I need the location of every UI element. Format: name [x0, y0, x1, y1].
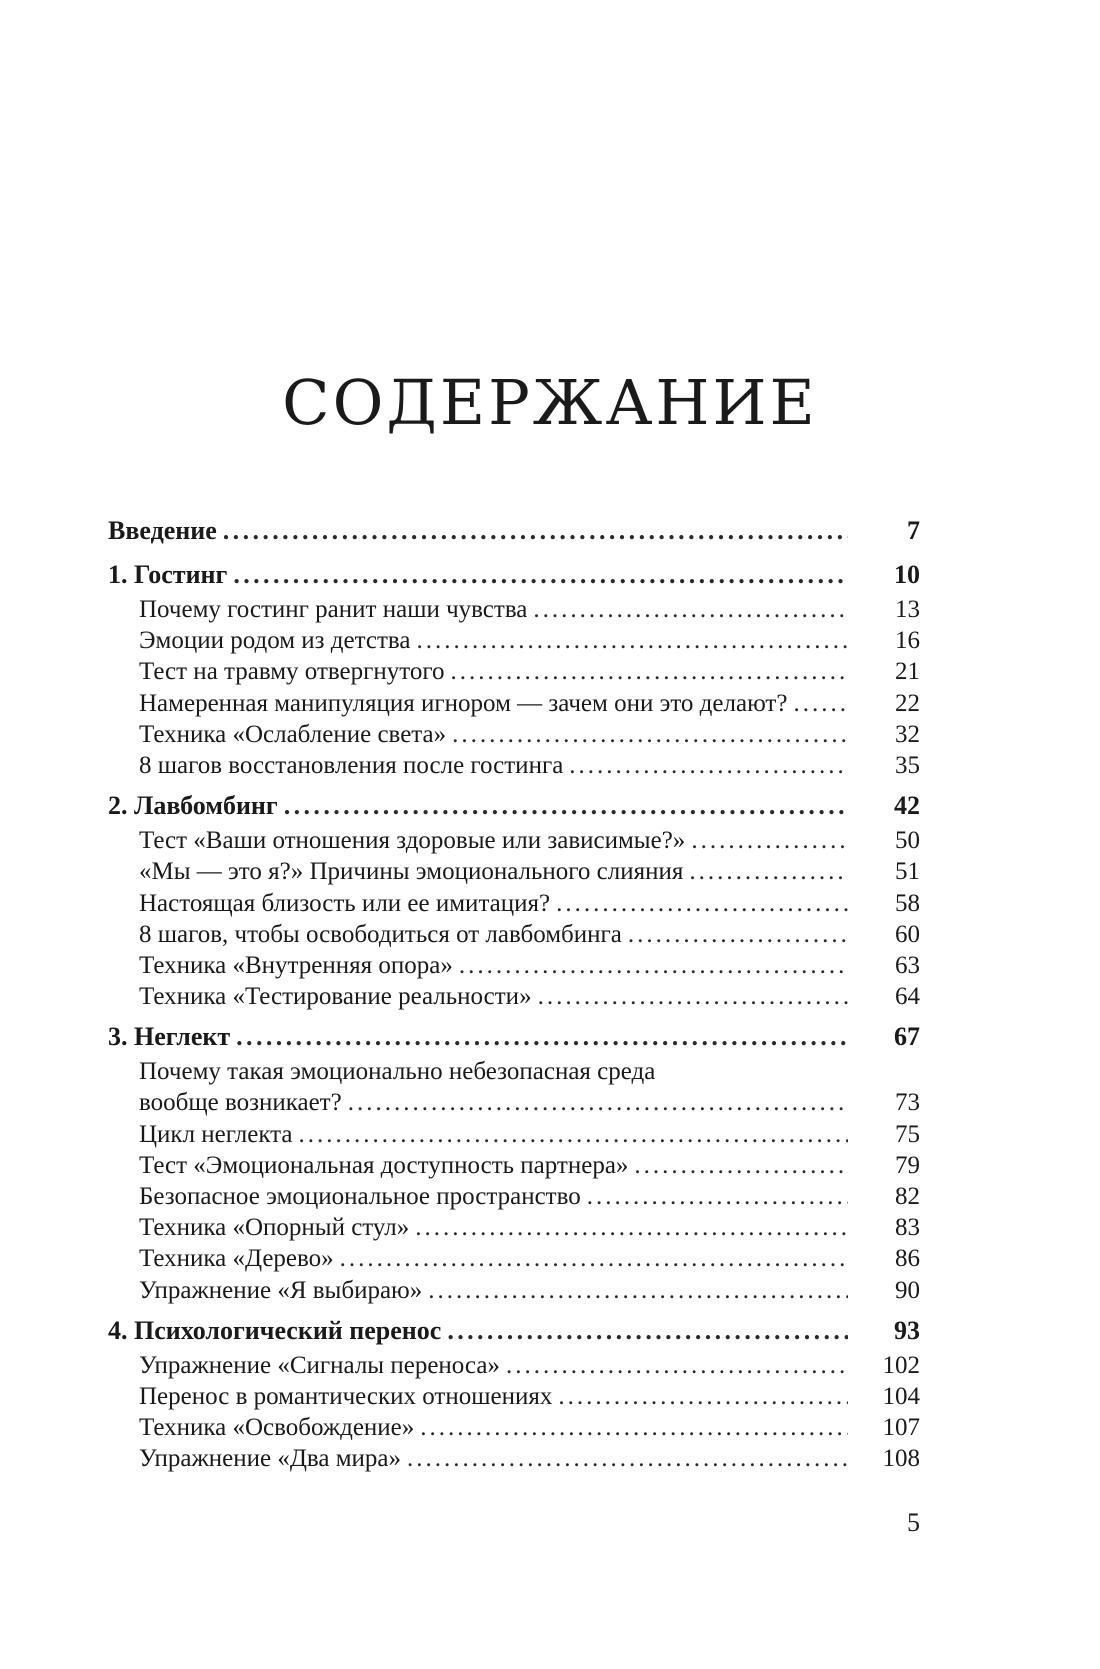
toc-entry-title: Перенос в романтических отношениях: [139, 1382, 553, 1410]
toc-entry-title: Безопасное эмоциональное пространство: [139, 1183, 581, 1211]
toc-entry-page: 7: [907, 516, 920, 545]
dot-leader: [691, 825, 848, 856]
toc-chapter-page: 67: [894, 1022, 920, 1052]
toc-entry-page: 51: [895, 858, 920, 886]
toc-entry-page: 86: [895, 1245, 920, 1273]
toc-entry-intro[interactable]: [108, 512, 920, 550]
dot-leader: [459, 950, 848, 981]
dot-leader: [420, 1412, 848, 1443]
toc-entry-title: Техника «Опорный стул»: [139, 1214, 410, 1242]
toc-entry[interactable]: [108, 825, 920, 856]
dot-leader: [428, 1275, 848, 1306]
toc-entry[interactable]: [108, 1087, 920, 1118]
dot-leader: [348, 1087, 848, 1118]
toc-entry-page: 32: [895, 720, 920, 748]
toc-entry[interactable]: [108, 1181, 920, 1212]
toc-entry-title: Тест на травму отвергнутого: [139, 658, 445, 686]
toc-entry-title-line[interactable]: Почему такая эмоционально небезопасная среда: [139, 1058, 656, 1086]
page-title: СОДЕРЖАНИЕ: [282, 366, 818, 439]
toc-entry-page: 73: [895, 1089, 920, 1117]
toc-section-chapter-1: [108, 556, 920, 781]
toc-entry-title: Намеренная манипуляция игнором — зачем они это делают?: [139, 689, 788, 717]
toc-entry-page: 50: [895, 827, 920, 855]
table-of-contents: [108, 512, 920, 1481]
toc-entry[interactable]: [108, 1275, 920, 1306]
toc-entry-title: Техника «Дерево»: [139, 1245, 334, 1273]
dot-leader: [298, 1119, 848, 1150]
toc-entry-title: Почему гостинг ранит наши чувства: [139, 596, 528, 623]
toc-entry[interactable]: [108, 1119, 920, 1150]
toc-section-intro: [108, 512, 920, 550]
toc-entry-page: 83: [895, 1214, 920, 1242]
toc-chapter-page: 10: [894, 560, 920, 589]
toc-chapter-title: 1. Гостинг: [108, 560, 228, 589]
toc-chapter-page: 93: [894, 1315, 920, 1345]
toc-section-chapter-3: [108, 1018, 920, 1306]
toc-entry[interactable]: [108, 656, 920, 687]
toc-entry[interactable]: [108, 950, 920, 981]
toc-entry-title: Цикл неглекта: [139, 1120, 293, 1148]
toc-entry[interactable]: [108, 719, 920, 750]
toc-entry-page: 16: [895, 627, 920, 655]
toc-chapter-entry[interactable]: [108, 787, 920, 825]
toc-entry-page: 79: [895, 1151, 920, 1179]
toc-entry-title: Настоящая близость или ее имитация?: [139, 889, 551, 917]
toc-section-chapter-4: [108, 1312, 920, 1475]
toc-entry[interactable]: [108, 625, 920, 656]
toc-entry-title: Упражнение «Сигналы переноса»: [139, 1351, 500, 1379]
toc-entry[interactable]: [108, 888, 920, 919]
toc-entry-title: Тест «Ваши отношения здоровые или зависимые?»: [139, 827, 686, 855]
toc-entry-page: 22: [895, 689, 920, 717]
toc-entry-page: 107: [882, 1414, 920, 1442]
toc-chapter-entry[interactable]: [108, 1018, 920, 1056]
toc-entry-page: 13: [895, 596, 920, 623]
toc-entry[interactable]: [108, 1150, 920, 1181]
toc-entry-page: 58: [895, 889, 920, 917]
dot-leader: [407, 1443, 848, 1474]
toc-entry-page: 60: [895, 920, 920, 948]
dot-leader: [689, 856, 848, 887]
toc-chapter-entry[interactable]: [108, 556, 920, 594]
page-number: 5: [907, 1508, 920, 1537]
dot-leader: [556, 888, 848, 919]
toc-chapter-title: 2. Лавбомбинг: [108, 791, 278, 821]
toc-entry[interactable]: [108, 1212, 920, 1243]
toc-entry-page: 75: [895, 1120, 920, 1148]
dot-leader: [558, 1381, 848, 1412]
toc-entry[interactable]: [108, 981, 920, 1012]
toc-entry-title: вообще возникает?: [139, 1089, 342, 1117]
dot-leader: [223, 512, 848, 550]
toc-entry-title: «Мы — это я?» Причины эмоционального слияния: [139, 858, 684, 886]
dot-leader: [533, 594, 848, 625]
dot-leader: [236, 1018, 848, 1056]
toc-entry-title: Введение: [108, 516, 217, 545]
dot-leader: [506, 1350, 848, 1381]
toc-entry-title: 8 шагов восстановления после гостинга: [139, 751, 564, 779]
dot-leader: [233, 556, 848, 594]
toc-entry-title: Техника «Ослабление света»: [139, 720, 447, 748]
toc-entry-page: 90: [895, 1276, 920, 1304]
toc-entry[interactable]: [108, 688, 920, 719]
dot-leader: [628, 919, 848, 950]
toc-entry[interactable]: [108, 594, 920, 625]
toc-entry-page: 108: [882, 1445, 920, 1473]
toc-chapter-page: 42: [894, 791, 920, 821]
toc-entry-title: Техника «Освобождение»: [139, 1414, 415, 1442]
toc-entry-title: Эмоции родом из детства: [139, 627, 411, 655]
toc-entry-title: Техника «Тестирование реальности»: [139, 983, 532, 1011]
toc-entry-title: Техника «Внутренняя опора»: [139, 951, 453, 979]
toc-entry-title: 8 шагов, чтобы освободиться от лавбомбинга: [139, 920, 622, 948]
dot-leader: [569, 750, 848, 781]
toc-section-chapter-2: [108, 787, 920, 1012]
toc-entry-page: 64: [895, 983, 920, 1011]
toc-entry-page: 102: [882, 1351, 920, 1379]
toc-entry[interactable]: [108, 1412, 920, 1443]
toc-entry[interactable]: [108, 1350, 920, 1381]
toc-entry-page: 63: [895, 951, 920, 979]
dot-leader: [452, 719, 848, 750]
dot-leader: [634, 1150, 848, 1181]
toc-chapter-title: 4. Психологический перенос: [108, 1315, 442, 1345]
dot-leader: [451, 656, 848, 687]
toc-entry-page: 21: [895, 658, 920, 686]
toc-entry-page: 104: [882, 1382, 920, 1410]
toc-entry-title: Тест «Эмоциональная доступность партнера»: [139, 1151, 629, 1179]
toc-entry[interactable]: [108, 1443, 920, 1474]
toc-entry[interactable]: [108, 856, 920, 887]
dot-leader: [587, 1181, 848, 1212]
dot-leader: [447, 1312, 848, 1350]
toc-chapter-title: 3. Неглект: [108, 1022, 231, 1052]
toc-entry-page: 35: [895, 751, 920, 779]
toc-chapter-entry[interactable]: [108, 1312, 920, 1350]
toc-entry-title: Упражнение «Я выбираю»: [139, 1276, 423, 1304]
dot-leader: [416, 625, 848, 656]
dot-leader: [538, 981, 848, 1012]
dot-leader: [340, 1243, 848, 1274]
dot-leader: [793, 688, 848, 719]
dot-leader: [284, 787, 848, 825]
toc-entry[interactable]: [108, 750, 920, 781]
toc-entry-page: 82: [895, 1183, 920, 1211]
dot-leader: [415, 1212, 848, 1243]
toc-entry-title: Упражнение «Два мира»: [139, 1445, 401, 1473]
toc-entry[interactable]: [108, 1243, 920, 1274]
toc-entry[interactable]: [108, 919, 920, 950]
toc-entry[interactable]: [108, 1381, 920, 1412]
